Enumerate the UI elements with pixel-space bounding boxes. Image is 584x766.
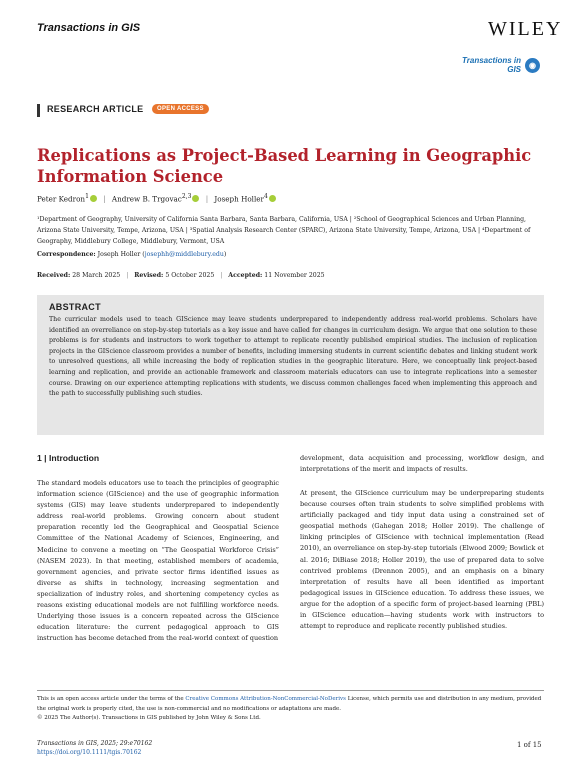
article-type: RESEARCH ARTICLE — [47, 104, 144, 114]
copyright: © 2025 The Author(s). Transactions in GIS published by John Wiley & Sons Ltd. — [37, 715, 261, 722]
author-name[interactable]: Joseph Holler — [214, 194, 264, 204]
journal-name: Transactions in GIS — [37, 22, 141, 34]
globe-icon: ◉ — [525, 58, 540, 73]
doi-link[interactable]: https://doi.org/10.1111/tgis.70162 — [37, 749, 142, 756]
correspondence: Correspondence: Joseph Holler (josephh@middlebury.edu) — [37, 251, 227, 258]
article-title: Replications as Project-Based Learning in Geographic Information Science — [37, 146, 532, 186]
intro-paragraph-1: The standard models educators use to teach the principles of geographic information science (GIScience) and the use of geographic information systems (GIS) may leave students underprepared to independently address real-world problems. Growing concern about student preparation recently led the Geographical and Geospatial Science Committee of the National Academy of Sciences, Engineering, and Medicine to convene a meeting on “The Geospatial Workforce Crisis” (NASEM 2023). In that meeting, established members of academia, government agencies, and private sector firms identified issues as diverse as shifts in technology, increasing segmentation and specialization of industry roles, and shortening competency cycles as reasons existing educational models are not fulfilling workforce needs. Underlying those issues is a concern repeated across the GIScience education literature: the current pedagogical approach to GIS instruction has become detached from the real-world context of question — [37, 479, 279, 643]
license-note: This is an open access article under the terms of the Creative Commons Attribution-NonCommercial-NoDerivs License, which permits use and distribution in any medium, provided the original work is properly cited, the use is non-commercial and no modifications or adaptations are made. © 2025 The Author(s). Transactions in GIS published by John Wiley & Sons Ltd. — [37, 696, 542, 722]
orcid-icon[interactable] — [192, 195, 199, 202]
email-link[interactable]: josephh@middlebury.edu — [144, 251, 224, 258]
abstract-text: The curricular models used to teach GIScience may leave students underprepared to independently address real-world problems. Scholars have identified an overreliance on step-by-step tutorials as a key issue and have called for changes in curriculum design. We argue that one solution to these problems is for students and instructors to work together to attempt to replicate recently published empirical studies. The inclusion of replication projects in the GIScience classroom provides a number of benefits, including immersing students in current scientific debates and linking student work to unresolved questions, all while increasing the body of replication studies in the geographic literature. Here, we conceptually link project-based learning and replication, and provide an actionable framework and classroom materials educators can use to integrate replications into a semester course. Drawing on our experience attempting replications with students, we discuss common challenges faced when implementing this approach and the path to successfully publishing such studies. — [49, 316, 537, 398]
author-list: Peter Kedron$^1$ | Andrew B. Trgovac$^{2,3}$ | Joseph Holler$^4$ — [37, 193, 276, 203]
publisher-logo: WILEY — [488, 18, 563, 40]
intro-paragraph-1-continued: development, data acquisition and processing, workflow design, and interpretations of the merit and impacts of results. — [300, 454, 544, 474]
author-name[interactable]: Peter Kedron — [37, 194, 86, 204]
section-heading: 1 | Introduction — [37, 453, 100, 463]
open-access-badge: OPEN ACCESS — [152, 104, 209, 114]
orcid-icon[interactable] — [90, 195, 97, 202]
journal-logo — [455, 56, 545, 80]
journal-logo-text: Transactions in GIS — [462, 56, 521, 74]
citation: Transactions in GIS, 2025; 29:e70162 — [37, 740, 153, 747]
abstract-heading: ABSTRACT — [49, 302, 101, 312]
orcid-icon[interactable] — [269, 195, 276, 202]
intro-paragraph-2: At present, the GIScience curriculum may be underpreparing students because courses often train students to solve simplified problems with artificially packaged and tidy input data using a constrained set of geospatial methods (Gahegan 2018; Holler 2019). The challenge of linking principles of GIScience with technical implementation (Read 2010), an overreliance on step-by-step tutorials (Elwood 2009; Bowlick et al. 2016; DiBiase 2018; Holler 2019), the use of prepared data to solve contrived problems (Drennon 2005), and an emphasis on a binary interpretation of results have all been identified as important pedagogical issues in GIScience education. To address these issues, we argue for the adoption of a specific form of project-based learning (PBL) in GIScience education—having students work with instructors to attempt to reproduce and replicate recently published studies. — [300, 489, 544, 631]
affiliations: ¹Department of Geography, University of California Santa Barbara, Santa Barbara, California, USA | ²School of Geographical Sciences and Urban Planning, Arizona State University, Tempe, Arizona, USA | ³Spatial Analysis Research Center (SPARC), Arizona State University, Tempe, Arizona, USA | ⁴Department of Geography, Middlebury College, Middlebury, Vermont, USA — [37, 216, 531, 245]
author-name[interactable]: Andrew B. Trgovac — [111, 194, 182, 204]
footer-divider — [37, 690, 544, 691]
article-dates: Received: 28 March 2025 | Revised: 5 October 2025 | Accepted: 11 November 2025 — [37, 272, 325, 279]
article-type-bar — [37, 104, 40, 117]
page-number: 1 of 15 — [517, 741, 542, 749]
license-link[interactable]: Creative Commons Attribution-NonCommercial-NoDerivs — [185, 696, 346, 702]
